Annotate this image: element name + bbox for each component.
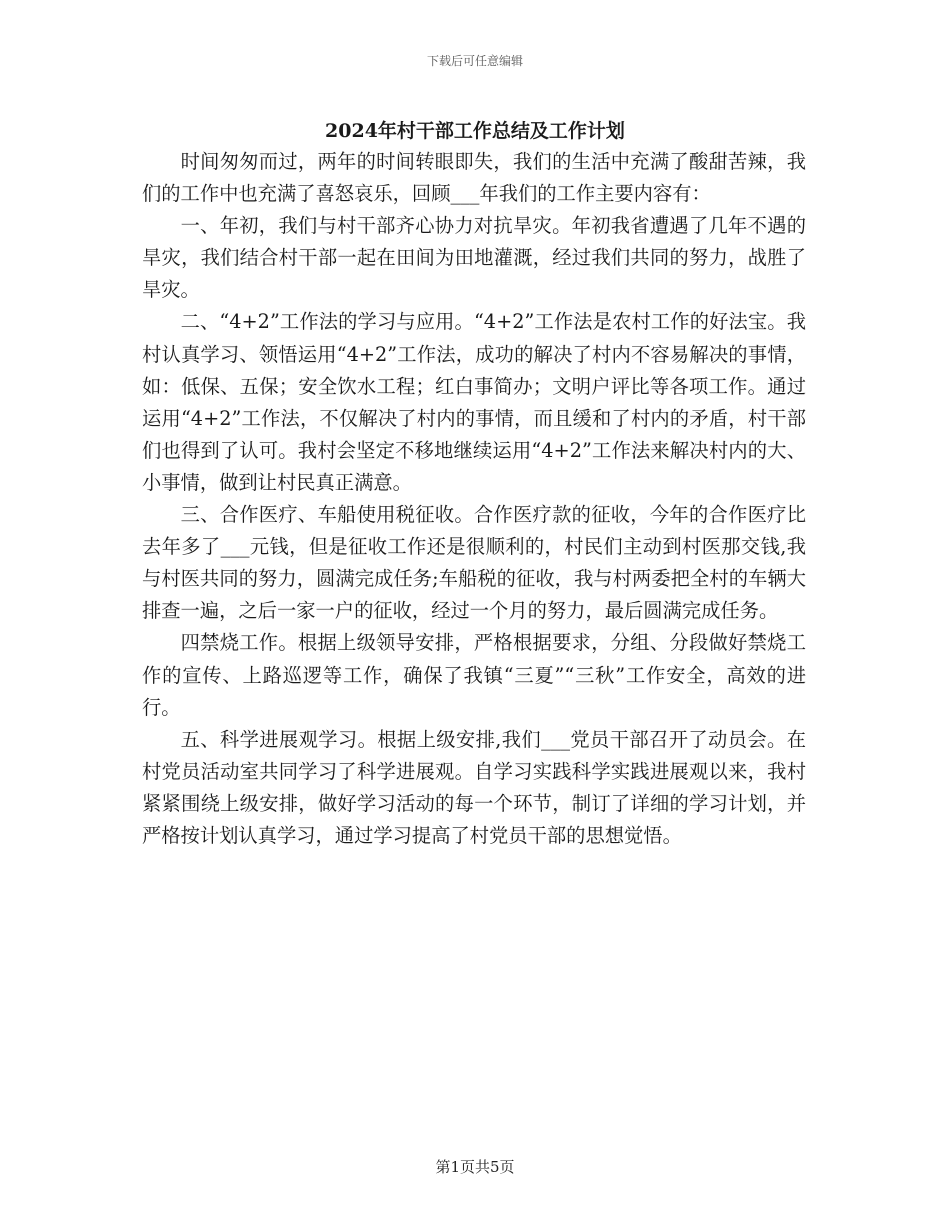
paragraph-medical-tax: 三、合作医疗、车船使用税征收。合作医疗款的征收，今年的合作医疗比去年多了___元钱，但是征收工作还是很顺利的，村民们主动到村医那交钱,我与村医共同的努力，圆满完成任务;车船税的征收，我与村两委把全村的车辆大排查一遍，之后一家一户的征收，经过一个月的努力，最后圆满完成任务。 xyxy=(142,503,806,623)
page-footer-indicator: 第1页共5页 xyxy=(435,1158,515,1176)
document-title: 2024年村干部工作总结及工作计划 xyxy=(325,120,625,142)
paragraph-work-method: 二、“4+2”工作法的学习与应用。“4+2”工作法是农村工作的好法宝。我村认真学习、领悟运用“4+2”工作法，成功的解决了村内不容易解决的事情，如：低保、五保；安全饮水工程；红白事简办；文明户评比等各项工作。通过运用“4+2”工作法，不仅解决了村内的事情，而且缓和了村内的矛盾，村干部们也得到了认可。我村会坚定不移地继续运用“4+2”工作法来解决村内的大、小事情，做到让村民真正满意。 xyxy=(142,310,806,494)
page-header-note: 下载后可任意编辑 xyxy=(426,54,523,68)
paragraph-study: 五、科学进展观学习。根据上级安排,我们___党员干部召开了动员会。在村党员活动室共同学习了科学进展观。自学习实践科学实践进展观以来，我村紧紧围绕上级安排，做好学习活动的每一个环节，制订了详细的学习计划，并严格按计划认真学习，通过学习提高了村党员干部的思想觉悟。 xyxy=(142,727,806,847)
paragraph-burn-ban: 四禁烧工作。根据上级领导安排，严格根据要求，分组、分段做好禁烧工作的宣传、上路巡逻等工作，确保了我镇“三夏”“三秋”工作安全，高效的进行。 xyxy=(142,631,806,719)
paragraph-intro: 时间匆匆而过，两年的时间转眼即失，我们的生活中充满了酸甜苦辣，我们的工作中也充满了喜怒哀乐，回顾___年我们的工作主要内容有： xyxy=(142,150,806,206)
paragraph-drought: 一、年初，我们与村干部齐心协力对抗旱灾。年初我省遭遇了几年不遇的旱灾，我们结合村干部一起在田间为田地灌溉，经过我们共同的努力，战胜了旱灾。 xyxy=(142,214,806,302)
document-body xyxy=(142,146,806,852)
